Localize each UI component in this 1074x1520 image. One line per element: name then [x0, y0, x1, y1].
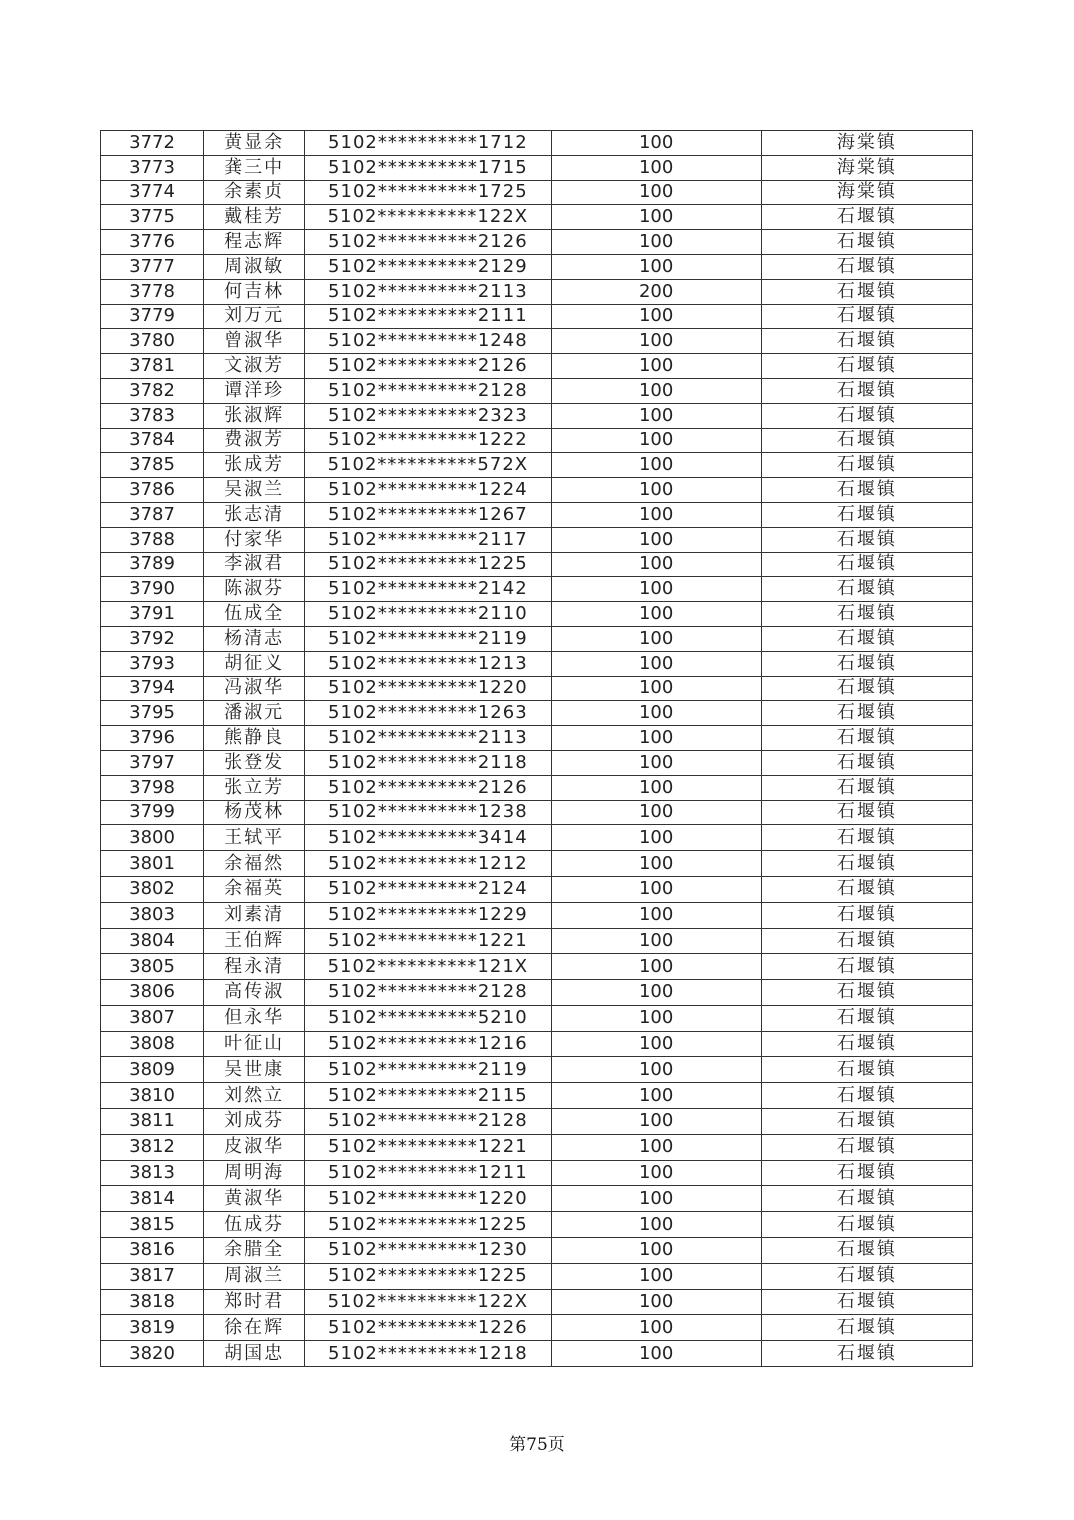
serial-cell: 3812	[101, 1134, 204, 1160]
town-cell: 石堰镇	[761, 428, 972, 453]
id-number-cell: 5102**********1267	[305, 502, 551, 527]
table-row	[101, 726, 973, 751]
id-number-cell: 5102**********1221	[305, 928, 551, 954]
name-cell: 王伯辉	[204, 928, 305, 954]
town-cell: 海棠镇	[761, 180, 972, 205]
name-cell: 余素贞	[204, 180, 305, 205]
serial-cell: 3807	[101, 1005, 204, 1031]
serial-cell: 3816	[101, 1238, 204, 1264]
name-cell: 潘淑元	[204, 701, 305, 726]
id-number-cell: 5102**********1229	[305, 902, 551, 928]
name-cell: 周淑敏	[204, 254, 305, 279]
name-cell: 刘然立	[204, 1083, 305, 1109]
table-row	[101, 954, 973, 980]
town-cell: 石堰镇	[761, 304, 972, 329]
town-cell: 石堰镇	[761, 1109, 972, 1135]
name-cell: 周明海	[204, 1160, 305, 1186]
name-cell: 张登发	[204, 750, 305, 775]
serial-cell: 3820	[101, 1341, 204, 1367]
id-number-cell: 5102**********2128	[305, 1109, 551, 1135]
id-number-cell: 5102**********2126	[305, 230, 551, 255]
town-cell: 石堰镇	[761, 354, 972, 379]
town-cell: 石堰镇	[761, 750, 972, 775]
amount-cell: 100	[551, 1289, 761, 1315]
serial-cell: 3799	[101, 800, 204, 825]
name-cell: 张淑辉	[204, 403, 305, 428]
id-number-cell: 5102**********5210	[305, 1005, 551, 1031]
town-cell: 石堰镇	[761, 329, 972, 354]
serial-cell: 3786	[101, 478, 204, 503]
town-cell: 石堰镇	[761, 1341, 972, 1367]
name-cell: 余腊全	[204, 1238, 305, 1264]
name-cell: 黄淑华	[204, 1186, 305, 1212]
serial-cell: 3792	[101, 626, 204, 651]
name-cell: 杨茂林	[204, 800, 305, 825]
serial-cell: 3773	[101, 155, 204, 180]
serial-cell: 3819	[101, 1315, 204, 1341]
id-number-cell: 5102**********122X	[305, 1289, 551, 1315]
town-cell: 石堰镇	[761, 1160, 972, 1186]
name-cell: 叶征山	[204, 1031, 305, 1057]
amount-cell: 100	[551, 851, 761, 877]
amount-cell: 100	[551, 378, 761, 403]
table-row	[101, 478, 973, 503]
amount-cell: 100	[551, 205, 761, 230]
table-row	[101, 155, 973, 180]
town-cell: 石堰镇	[761, 800, 972, 825]
amount-cell: 100	[551, 676, 761, 701]
amount-cell: 100	[551, 1005, 761, 1031]
id-number-cell: 5102**********2129	[305, 254, 551, 279]
serial-cell: 3790	[101, 577, 204, 602]
name-cell: 谭洋珍	[204, 378, 305, 403]
id-number-cell: 5102**********2113	[305, 726, 551, 751]
serial-cell: 3795	[101, 701, 204, 726]
amount-cell: 100	[551, 428, 761, 453]
id-number-cell: 5102**********1213	[305, 651, 551, 676]
table-row	[101, 980, 973, 1006]
table-row	[101, 131, 973, 156]
amount-cell: 100	[551, 825, 761, 851]
amount-cell: 100	[551, 478, 761, 503]
id-number-cell: 5102**********2124	[305, 876, 551, 902]
table-row	[101, 851, 973, 877]
amount-cell: 200	[551, 279, 761, 304]
id-number-cell: 5102**********1225	[305, 552, 551, 577]
serial-cell: 3785	[101, 453, 204, 478]
name-cell: 刘成芬	[204, 1109, 305, 1135]
town-cell: 石堰镇	[761, 279, 972, 304]
table-row	[101, 902, 973, 928]
town-cell: 海棠镇	[761, 155, 972, 180]
serial-cell: 3782	[101, 378, 204, 403]
serial-cell: 3791	[101, 602, 204, 627]
name-cell: 冯淑华	[204, 676, 305, 701]
id-number-cell: 5102**********1218	[305, 1341, 551, 1367]
town-cell: 石堰镇	[761, 378, 972, 403]
serial-cell: 3808	[101, 1031, 204, 1057]
name-cell: 高传淑	[204, 980, 305, 1006]
serial-cell: 3774	[101, 180, 204, 205]
amount-cell: 100	[551, 1315, 761, 1341]
amount-cell: 100	[551, 354, 761, 379]
id-number-cell: 5102**********2128	[305, 378, 551, 403]
town-cell: 石堰镇	[761, 825, 972, 851]
amount-cell: 100	[551, 329, 761, 354]
table-row	[101, 825, 973, 851]
town-cell: 石堰镇	[761, 1289, 972, 1315]
serial-cell: 3800	[101, 825, 204, 851]
amount-cell: 100	[551, 726, 761, 751]
town-cell: 石堰镇	[761, 1083, 972, 1109]
amount-cell: 100	[551, 577, 761, 602]
name-cell: 熊静良	[204, 726, 305, 751]
amount-cell: 100	[551, 180, 761, 205]
table-row	[101, 1289, 973, 1315]
name-cell: 曾淑华	[204, 329, 305, 354]
name-cell: 刘万元	[204, 304, 305, 329]
serial-cell: 3776	[101, 230, 204, 255]
amount-cell: 100	[551, 775, 761, 800]
amount-cell: 100	[551, 902, 761, 928]
town-cell: 石堰镇	[761, 502, 972, 527]
name-cell: 张成芳	[204, 453, 305, 478]
name-cell: 龚三中	[204, 155, 305, 180]
town-cell: 石堰镇	[761, 726, 972, 751]
town-cell: 石堰镇	[761, 1057, 972, 1083]
name-cell: 何吉林	[204, 279, 305, 304]
name-cell: 刘素清	[204, 902, 305, 928]
table-row	[101, 403, 973, 428]
serial-cell: 3797	[101, 750, 204, 775]
amount-cell: 100	[551, 527, 761, 552]
town-cell: 石堰镇	[761, 928, 972, 954]
id-number-cell: 5102**********2118	[305, 750, 551, 775]
table-row	[101, 651, 973, 676]
table-row	[101, 304, 973, 329]
town-cell: 石堰镇	[761, 954, 972, 980]
amount-cell: 100	[551, 131, 761, 156]
amount-cell: 100	[551, 552, 761, 577]
serial-cell: 3772	[101, 131, 204, 156]
serial-cell: 3793	[101, 651, 204, 676]
id-number-cell: 5102**********2323	[305, 403, 551, 428]
town-cell: 石堰镇	[761, 1186, 972, 1212]
town-cell: 石堰镇	[761, 403, 972, 428]
id-number-cell: 5102**********2119	[305, 1057, 551, 1083]
name-cell: 程永清	[204, 954, 305, 980]
town-cell: 石堰镇	[761, 552, 972, 577]
serial-cell: 3806	[101, 980, 204, 1006]
id-number-cell: 5102**********572X	[305, 453, 551, 478]
town-cell: 石堰镇	[761, 527, 972, 552]
serial-cell: 3789	[101, 552, 204, 577]
name-cell: 文淑芳	[204, 354, 305, 379]
serial-cell: 3815	[101, 1212, 204, 1238]
amount-cell: 100	[551, 1160, 761, 1186]
name-cell: 王轼平	[204, 825, 305, 851]
amount-cell: 100	[551, 1109, 761, 1135]
serial-cell: 3798	[101, 775, 204, 800]
amount-cell: 100	[551, 651, 761, 676]
name-cell: 吴世康	[204, 1057, 305, 1083]
table-row	[101, 577, 973, 602]
amount-cell: 100	[551, 1083, 761, 1109]
id-number-cell: 5102**********3414	[305, 825, 551, 851]
town-cell: 石堰镇	[761, 254, 972, 279]
serial-cell: 3801	[101, 851, 204, 877]
serial-cell: 3805	[101, 954, 204, 980]
name-cell: 胡国忠	[204, 1341, 305, 1367]
name-cell: 李淑君	[204, 552, 305, 577]
id-number-cell: 5102**********121X	[305, 954, 551, 980]
town-cell: 石堰镇	[761, 876, 972, 902]
name-cell: 郑时君	[204, 1289, 305, 1315]
serial-cell: 3783	[101, 403, 204, 428]
serial-cell: 3818	[101, 1289, 204, 1315]
town-cell: 石堰镇	[761, 1263, 972, 1289]
serial-cell: 3802	[101, 876, 204, 902]
table-row	[101, 1005, 973, 1031]
id-number-cell: 5102**********2115	[305, 1083, 551, 1109]
table-row	[101, 676, 973, 701]
name-cell: 徐在辉	[204, 1315, 305, 1341]
amount-cell: 100	[551, 701, 761, 726]
table-row	[101, 552, 973, 577]
town-cell: 石堰镇	[761, 1031, 972, 1057]
id-number-cell: 5102**********1222	[305, 428, 551, 453]
table-row	[101, 1186, 973, 1212]
name-cell: 张志清	[204, 502, 305, 527]
table-row	[101, 180, 973, 205]
name-cell: 皮淑华	[204, 1134, 305, 1160]
table-row	[101, 1134, 973, 1160]
roster-table-body	[101, 131, 973, 1367]
town-cell: 石堰镇	[761, 1005, 972, 1031]
serial-cell: 3781	[101, 354, 204, 379]
town-cell: 石堰镇	[761, 651, 972, 676]
name-cell: 陈淑芬	[204, 577, 305, 602]
id-number-cell: 5102**********2111	[305, 304, 551, 329]
table-row	[101, 1238, 973, 1264]
town-cell: 海棠镇	[761, 131, 972, 156]
amount-cell: 100	[551, 1031, 761, 1057]
name-cell: 但永华	[204, 1005, 305, 1031]
table-row	[101, 701, 973, 726]
table-row	[101, 378, 973, 403]
table-row	[101, 279, 973, 304]
town-cell: 石堰镇	[761, 1134, 972, 1160]
serial-cell: 3809	[101, 1057, 204, 1083]
serial-cell: 3779	[101, 304, 204, 329]
amount-cell: 100	[551, 1186, 761, 1212]
name-cell: 张立芳	[204, 775, 305, 800]
id-number-cell: 5102**********1226	[305, 1315, 551, 1341]
table-row	[101, 928, 973, 954]
town-cell: 石堰镇	[761, 851, 972, 877]
serial-cell: 3784	[101, 428, 204, 453]
id-number-cell: 5102**********1216	[305, 1031, 551, 1057]
town-cell: 石堰镇	[761, 1315, 972, 1341]
id-number-cell: 5102**********1225	[305, 1263, 551, 1289]
roster-table	[100, 130, 973, 1367]
id-number-cell: 5102**********1248	[305, 329, 551, 354]
amount-cell: 100	[551, 1238, 761, 1264]
amount-cell: 100	[551, 304, 761, 329]
serial-cell: 3780	[101, 329, 204, 354]
amount-cell: 100	[551, 954, 761, 980]
serial-cell: 3777	[101, 254, 204, 279]
name-cell: 程志辉	[204, 230, 305, 255]
table-row	[101, 1263, 973, 1289]
table-row	[101, 354, 973, 379]
town-cell: 石堰镇	[761, 602, 972, 627]
town-cell: 石堰镇	[761, 676, 972, 701]
id-number-cell: 5102**********2119	[305, 626, 551, 651]
town-cell: 石堰镇	[761, 453, 972, 478]
table-row	[101, 428, 973, 453]
amount-cell: 100	[551, 626, 761, 651]
table-row	[101, 527, 973, 552]
town-cell: 石堰镇	[761, 205, 972, 230]
id-number-cell: 5102**********1263	[305, 701, 551, 726]
amount-cell: 100	[551, 980, 761, 1006]
serial-cell: 3804	[101, 928, 204, 954]
amount-cell: 100	[551, 1134, 761, 1160]
id-number-cell: 5102**********2113	[305, 279, 551, 304]
serial-cell: 3817	[101, 1263, 204, 1289]
town-cell: 石堰镇	[761, 1212, 972, 1238]
table-row	[101, 1315, 973, 1341]
town-cell: 石堰镇	[761, 902, 972, 928]
table-row	[101, 254, 973, 279]
id-number-cell: 5102**********1224	[305, 478, 551, 503]
amount-cell: 100	[551, 1263, 761, 1289]
table-row	[101, 1341, 973, 1367]
amount-cell: 100	[551, 254, 761, 279]
amount-cell: 100	[551, 403, 761, 428]
amount-cell: 100	[551, 800, 761, 825]
id-number-cell: 5102**********1221	[305, 1134, 551, 1160]
amount-cell: 100	[551, 602, 761, 627]
amount-cell: 100	[551, 876, 761, 902]
id-number-cell: 5102**********1225	[305, 1212, 551, 1238]
name-cell: 余福然	[204, 851, 305, 877]
id-number-cell: 5102**********1725	[305, 180, 551, 205]
table-row	[101, 876, 973, 902]
serial-cell: 3814	[101, 1186, 204, 1212]
name-cell: 伍成全	[204, 602, 305, 627]
serial-cell: 3813	[101, 1160, 204, 1186]
table-row	[101, 626, 973, 651]
table-row	[101, 775, 973, 800]
id-number-cell: 5102**********1220	[305, 676, 551, 701]
table-row	[101, 1031, 973, 1057]
town-cell: 石堰镇	[761, 577, 972, 602]
amount-cell: 100	[551, 1057, 761, 1083]
town-cell: 石堰镇	[761, 775, 972, 800]
id-number-cell: 5102**********2126	[305, 775, 551, 800]
town-cell: 石堰镇	[761, 1238, 972, 1264]
table-row	[101, 1083, 973, 1109]
serial-cell: 3794	[101, 676, 204, 701]
table-row	[101, 800, 973, 825]
town-cell: 石堰镇	[761, 701, 972, 726]
name-cell: 黄显余	[204, 131, 305, 156]
table-row	[101, 602, 973, 627]
id-number-cell: 5102**********1220	[305, 1186, 551, 1212]
name-cell: 周淑兰	[204, 1263, 305, 1289]
id-number-cell: 5102**********2128	[305, 980, 551, 1006]
table-row	[101, 1057, 973, 1083]
name-cell: 费淑芳	[204, 428, 305, 453]
serial-cell: 3803	[101, 902, 204, 928]
town-cell: 石堰镇	[761, 980, 972, 1006]
table-row	[101, 1109, 973, 1135]
table-row	[101, 1212, 973, 1238]
table-row	[101, 502, 973, 527]
serial-cell: 3811	[101, 1109, 204, 1135]
id-number-cell: 5102**********1211	[305, 1160, 551, 1186]
amount-cell: 100	[551, 155, 761, 180]
serial-cell: 3810	[101, 1083, 204, 1109]
table-row	[101, 205, 973, 230]
amount-cell: 100	[551, 453, 761, 478]
serial-cell: 3778	[101, 279, 204, 304]
amount-cell: 100	[551, 1341, 761, 1367]
id-number-cell: 5102**********2126	[305, 354, 551, 379]
id-number-cell: 5102**********1238	[305, 800, 551, 825]
amount-cell: 100	[551, 750, 761, 775]
serial-cell: 3775	[101, 205, 204, 230]
table-row	[101, 230, 973, 255]
table-row	[101, 1160, 973, 1186]
town-cell: 石堰镇	[761, 626, 972, 651]
name-cell: 付家华	[204, 527, 305, 552]
id-number-cell: 5102**********1230	[305, 1238, 551, 1264]
name-cell: 杨清志	[204, 626, 305, 651]
id-number-cell: 5102**********1712	[305, 131, 551, 156]
town-cell: 石堰镇	[761, 230, 972, 255]
name-cell: 吴淑兰	[204, 478, 305, 503]
id-number-cell: 5102**********1212	[305, 851, 551, 877]
id-number-cell: 5102**********122X	[305, 205, 551, 230]
id-number-cell: 5102**********2117	[305, 527, 551, 552]
name-cell: 伍成芬	[204, 1212, 305, 1238]
amount-cell: 100	[551, 502, 761, 527]
serial-cell: 3787	[101, 502, 204, 527]
amount-cell: 100	[551, 1212, 761, 1238]
name-cell: 余福英	[204, 876, 305, 902]
town-cell: 石堰镇	[761, 478, 972, 503]
table-row	[101, 453, 973, 478]
id-number-cell: 5102**********1715	[305, 155, 551, 180]
serial-cell: 3796	[101, 726, 204, 751]
amount-cell: 100	[551, 230, 761, 255]
name-cell: 戴桂芳	[204, 205, 305, 230]
id-number-cell: 5102**********2142	[305, 577, 551, 602]
amount-cell: 100	[551, 928, 761, 954]
serial-cell: 3788	[101, 527, 204, 552]
table-row	[101, 329, 973, 354]
name-cell: 胡征义	[204, 651, 305, 676]
id-number-cell: 5102**********2110	[305, 602, 551, 627]
page-number: 第75页	[509, 1435, 565, 1455]
table-row	[101, 750, 973, 775]
